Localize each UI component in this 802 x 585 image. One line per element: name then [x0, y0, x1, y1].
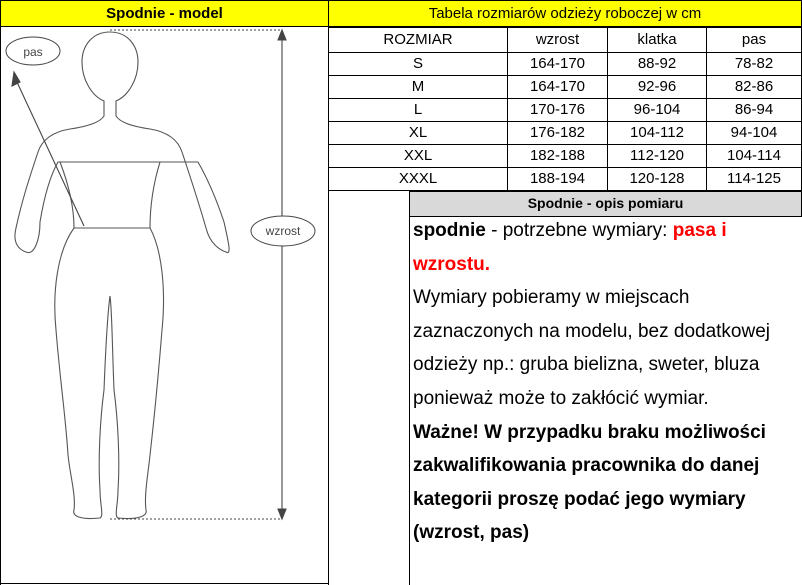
- col-header-height: wzrost: [508, 28, 608, 53]
- description-line: ponieważ może to zakłócić wymiar.: [413, 387, 709, 409]
- description-line: zaznaczonych na modelu, bez dodatkowej: [413, 320, 771, 342]
- cell-chest: 112-120: [608, 145, 707, 168]
- cell-height: 176-182: [508, 122, 608, 145]
- cell-waist: 114-125: [707, 168, 802, 191]
- table-row: [329, 99, 802, 122]
- cell-waist: 78-82: [707, 53, 802, 76]
- cell-chest: 88-92: [608, 53, 707, 76]
- size-table-title: Tabela rozmiarów odzieży roboczej w cm: [328, 0, 802, 27]
- important-note-line: kategorii proszę podać jego wymiary: [413, 488, 746, 510]
- important-note-line: zakwalifikowania pracownika do danej: [413, 455, 760, 477]
- right-leg: [110, 228, 164, 519]
- cell-chest: 120-128: [608, 168, 707, 191]
- table-row: [329, 145, 802, 168]
- body-model-figure: [0, 0, 329, 585]
- torso-right: [150, 162, 160, 228]
- cell-chest: 104-112: [608, 122, 707, 145]
- highlight-waist: pasa i: [672, 220, 727, 241]
- important-note-line: (wzrost, pas): [413, 522, 530, 544]
- description-title: Spodnie - opis pomiaru: [409, 191, 802, 217]
- cell-size: S: [329, 53, 508, 76]
- cell-waist: 82-86: [707, 76, 802, 99]
- cell-waist: 104-114: [707, 145, 802, 168]
- waist-pointer-arrowhead: [12, 72, 20, 86]
- description-line: odzieży np.: gruba bielizna, sweter, bluza: [413, 354, 760, 376]
- cell-size: XL: [329, 122, 508, 145]
- col-header-size: ROZMIAR: [329, 28, 508, 53]
- size-table: [328, 27, 802, 191]
- waist-label: pas: [23, 45, 43, 59]
- important-note-line: Ważne! W przypadku braku możliwości: [413, 421, 766, 443]
- height-arrow-top: [278, 30, 286, 40]
- waist-pointer-line: [16, 80, 84, 226]
- cell-size: XXL: [329, 145, 508, 168]
- table-row: [329, 168, 802, 191]
- left-leg: [55, 228, 110, 519]
- table-row: [329, 122, 802, 145]
- cell-chest: 92-96: [608, 76, 707, 99]
- description-term: spodnie: [413, 220, 486, 241]
- description-intro: - potrzebne wymiary:: [485, 220, 673, 241]
- torso-left: [60, 162, 74, 228]
- model-header: Spodnie - model: [0, 0, 329, 27]
- cell-chest: 96-104: [608, 99, 707, 122]
- highlight-height: wzrostu.: [413, 253, 491, 275]
- cell-waist: 94-104: [707, 122, 802, 145]
- cell-height: 164-170: [508, 53, 608, 76]
- cell-waist: 86-94: [707, 99, 802, 122]
- cell-size: XXXL: [329, 168, 508, 191]
- figure-right-outline: [110, 32, 229, 253]
- description-text: [410, 214, 802, 585]
- col-header-waist: pas: [707, 28, 802, 53]
- cell-size: L: [329, 99, 508, 122]
- table-row: [329, 53, 802, 76]
- cell-height: 170-176: [508, 99, 608, 122]
- cell-height: 182-188: [508, 145, 608, 168]
- height-arrow-bottom: [278, 509, 286, 519]
- height-label: wzrost: [265, 224, 301, 238]
- description-line: Wymiary pobieramy w miejscach: [413, 287, 690, 309]
- cell-height: 164-170: [508, 76, 608, 99]
- cell-height: 188-194: [508, 168, 608, 191]
- table-header-row: [329, 28, 802, 53]
- col-header-chest: klatka: [608, 28, 707, 53]
- cell-size: M: [329, 76, 508, 99]
- table-row: [329, 76, 802, 99]
